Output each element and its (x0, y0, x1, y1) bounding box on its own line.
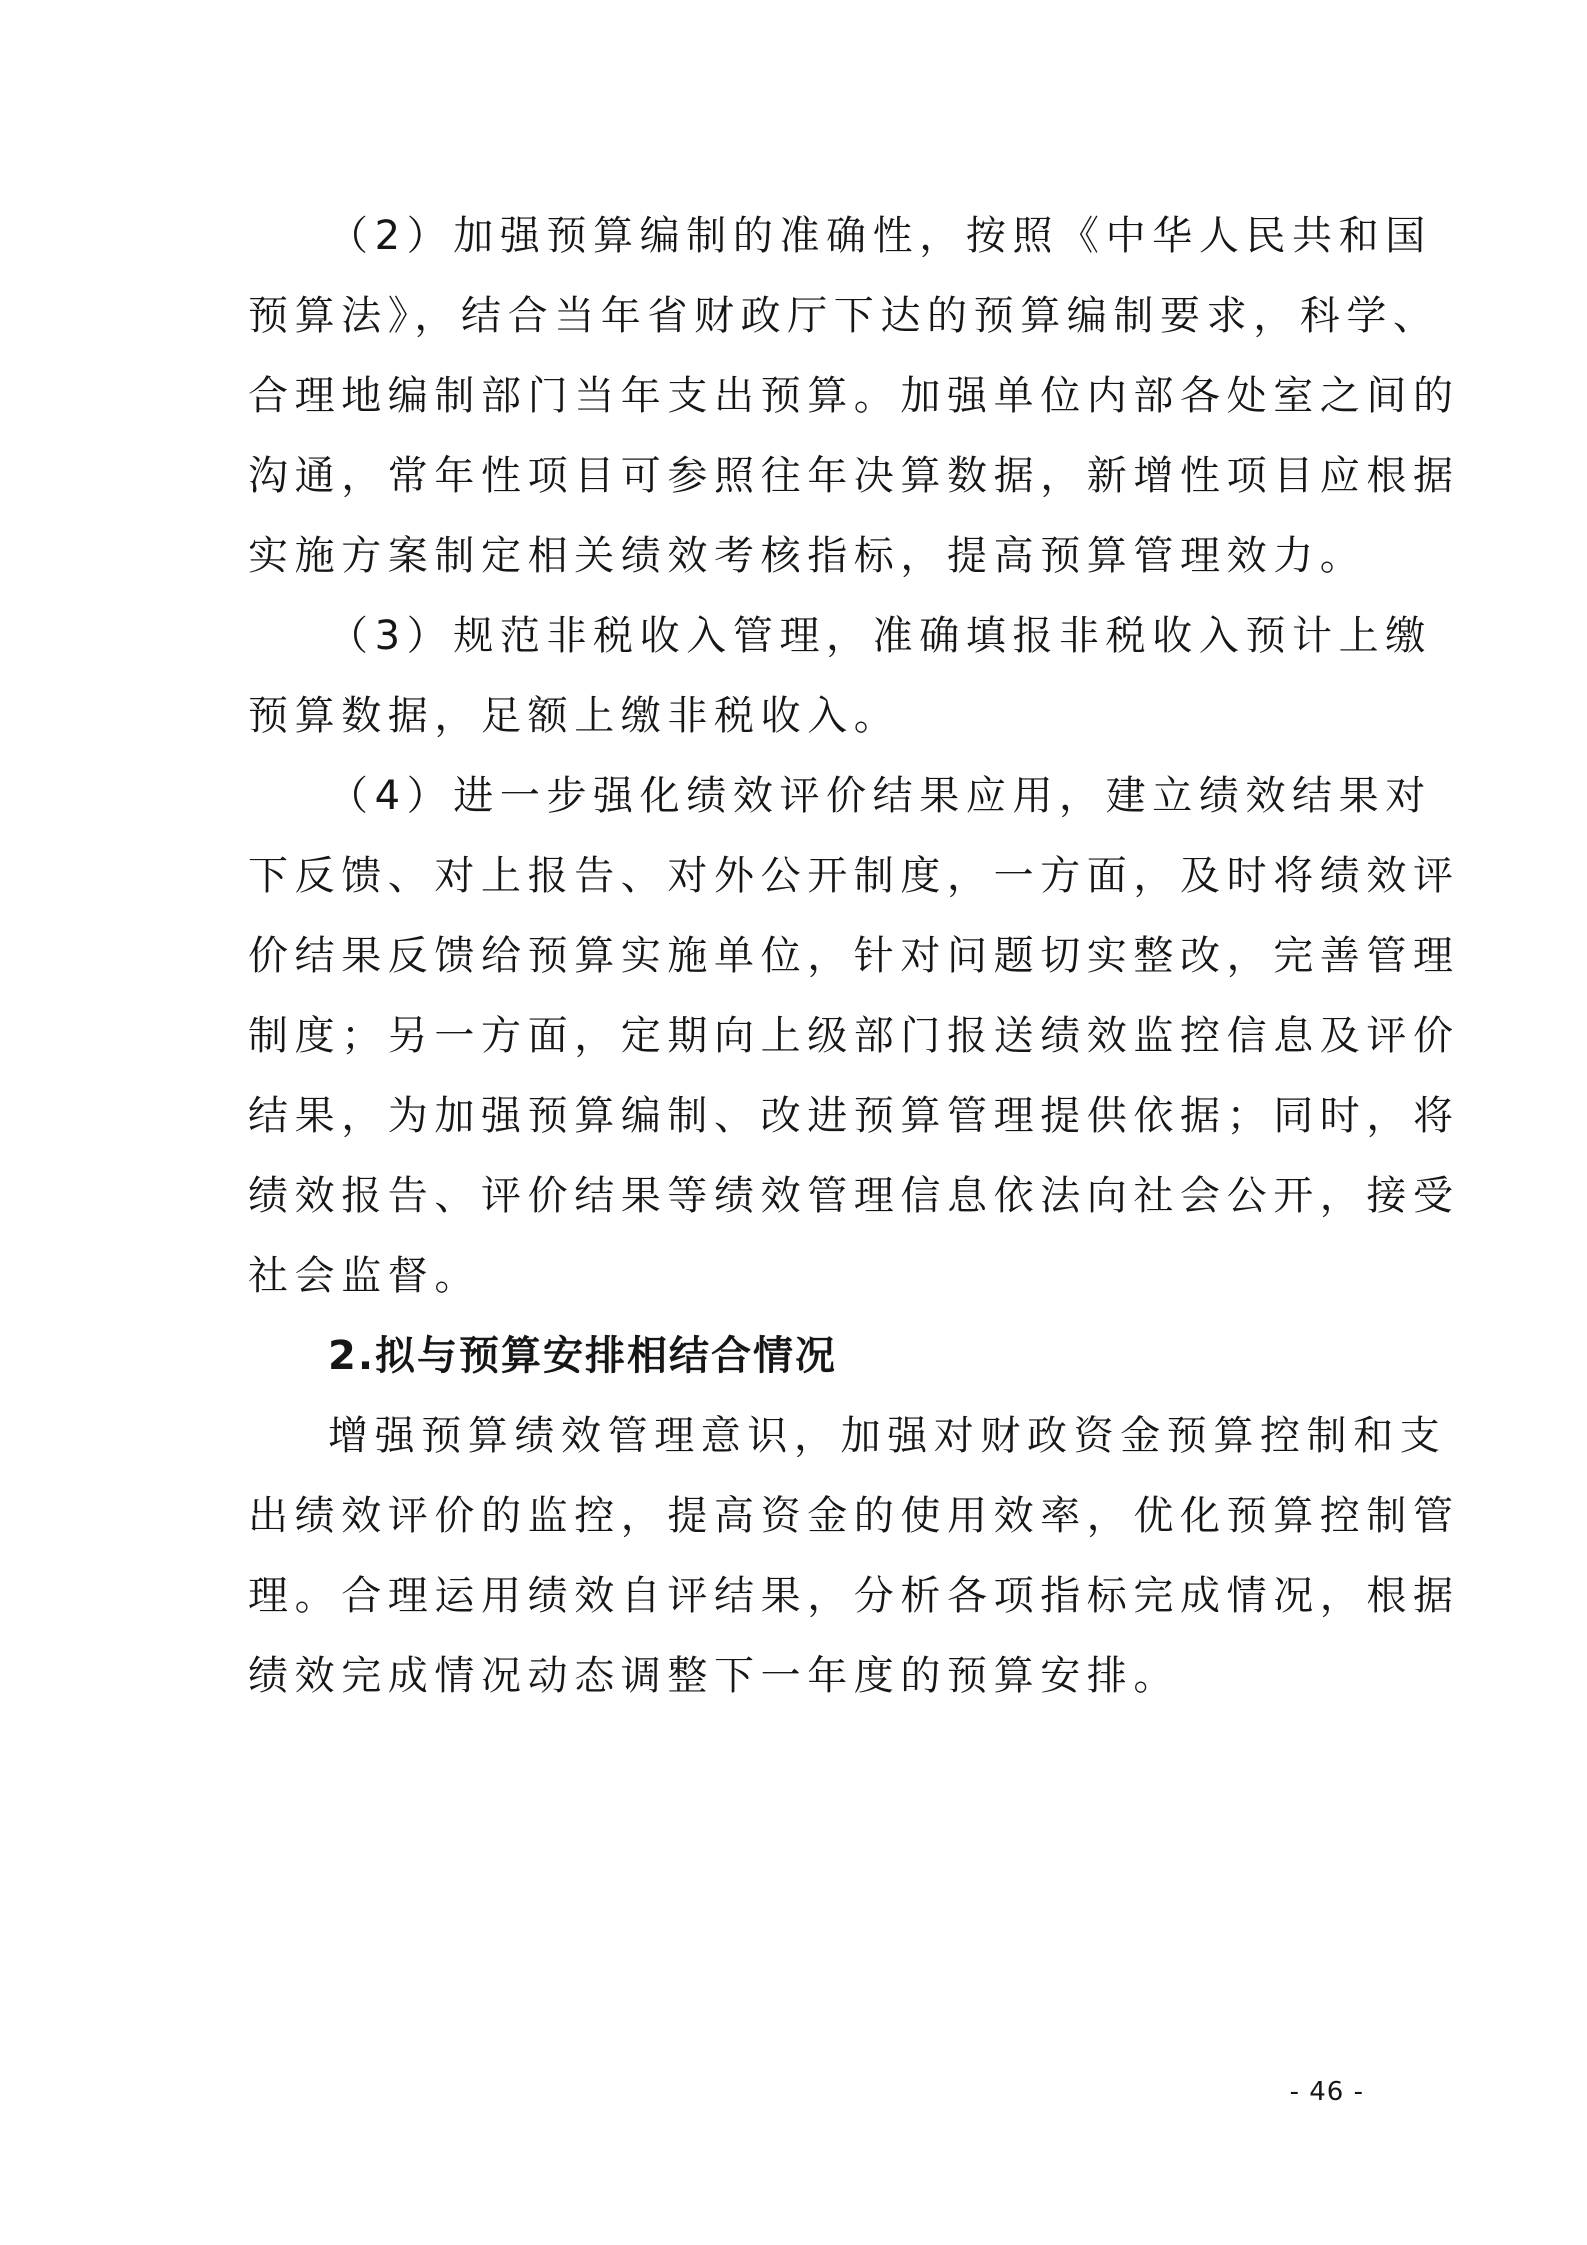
paragraph-4-line-3: 价结果反馈给预算实施单位，针对问题切实整改，完善管理 (248, 933, 1460, 979)
paragraph-2-line-2: 预算法》，结合当年省财政厅下达的预算编制要求，科学、 (248, 293, 1440, 339)
closing-paragraph-line-3: 理。合理运用绩效自评结果，分析各项指标完成情况，根据 (248, 1573, 1460, 1619)
paragraph-2-line-4: 沟通，常年性项目可参照往年决算数据，新增性项目应根据 (248, 453, 1460, 499)
paragraph-2-line-5: 实施方案制定相关绩效考核指标，提高预算管理效力。 (248, 533, 1367, 579)
paragraph-2-line-3: 合理地编制部门当年支出预算。加强单位内部各处室之间的 (248, 373, 1460, 419)
paragraph-3-line-1: （3）规范非税收入管理，准确填报非税收入预计上缴 (328, 613, 1432, 659)
section-heading: 2.拟与预算安排相结合情况 (328, 1333, 838, 1379)
paragraph-3-line-2: 预算数据，足额上缴非税收入。 (248, 693, 901, 739)
closing-paragraph-line-1: 增强预算绩效管理意识，加强对财政资金预算控制和支 (328, 1413, 1447, 1459)
closing-paragraph-line-2: 出绩效评价的监控，提高资金的使用效率，优化预算控制管 (248, 1493, 1460, 1539)
paragraph-4-line-1: （4）进一步强化绩效评价结果应用，建立绩效结果对 (328, 773, 1432, 819)
paragraph-4-line-4: 制度；另一方面，定期向上级部门报送绩效监控信息及评价 (248, 1013, 1460, 1059)
paragraph-4-line-7: 社会监督。 (248, 1253, 481, 1299)
closing-paragraph-line-4: 绩效完成情况动态调整下一年度的预算安排。 (248, 1653, 1180, 1699)
page-number: - 46 - (1289, 2077, 1364, 2107)
paragraph-4-line-6: 绩效报告、评价结果等绩效管理信息依法向社会公开，接受 (248, 1173, 1460, 1219)
paragraph-4-line-2: 下反馈、对上报告、对外公开制度，一方面，及时将绩效评 (248, 853, 1460, 899)
paragraph-4-line-5: 结果，为加强预算编制、改进预算管理提供依据；同时，将 (248, 1093, 1460, 1139)
paragraph-2-line-1: （2）加强预算编制的准确性，按照《中华人民共和国 (328, 213, 1432, 259)
